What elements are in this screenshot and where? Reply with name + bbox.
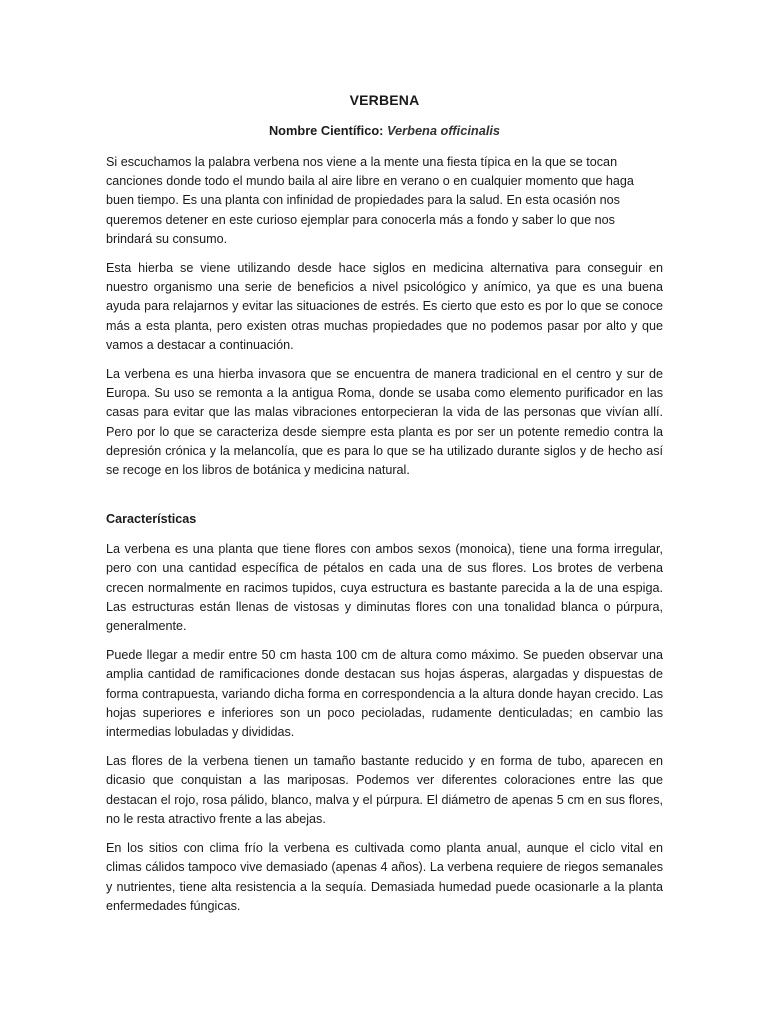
document-title: VERBENA — [349, 92, 420, 108]
scientific-name-value: Verbena officinalis — [386, 123, 501, 138]
intro-paragraph: Esta hierba se viene utilizando desde hace siglos en medicina alternativa para conseguir en nuestro organismo una serie de beneficios a nivel psicológico y anímico, ya que es una buena ayuda para relajarnos y evitar las situaciones de estrés. Es cierto que esto es por lo que se conoce más a esta planta, pero existen otras muchas propiedades que no podemos pasar por alto y que vamos a destacar a continuación. — [106, 261, 663, 352]
scientific-name-line — [106, 122, 663, 140]
intro-paragraph: La verbena es una hierba invasora que se encuentra de manera tradicional en el centro y sur de Europa. Su uso se remonta a la antigua Roma, donde se usaba como elemento purificador en las casas para evitar que las malas vibraciones entorpecieran la vida de las personas que vivían allí. Pero por lo que se caracteriza desde siempre esta planta es por ser un potente remedio contra la depresión crónica y la melancolía, que es para lo que se ha utilizado durante siglos y de hecho así se recoge en los libros de botánica y medicina natural. — [106, 367, 663, 478]
document-page — [106, 90, 663, 926]
section-heading-caracteristicas: Características — [106, 512, 197, 527]
section-paragraph: Puede llegar a medir entre 50 cm hasta 100 cm de altura como máximo. Se pueden observar una amplia cantidad de ramificaciones donde destacan sus hojas ásperas, alargadas y dispuestas de forma contrapuesta, variando dicha forma en correspondencia a la altura donde hayan crecido. Las hojas superiores e inferiores son un poco pecioladas, rudamente denticuladas; en cambio las intermedias lobuladas y divididas. — [106, 648, 663, 740]
section-paragraph: La verbena es una planta que tiene flores con ambos sexos (monoica), tiene una forma irregular, pero con una cantidad específica de pétalos en cada una de sus flores. Los brotes de verbena crecen normalmente en racimos tupidos, cuya estructura es bastante parecida a la de una espiga. Las estructuras están llenas de vistosas y diminutas flores con una tonalidad blanca o púrpura, generalmente. — [106, 542, 663, 634]
scientific-name-label: Nombre Científico: — [268, 123, 387, 138]
section-paragraph: En los sitios con clima frío la verbena es cultivada como planta anual, aunque el ciclo vital en climas cálidos tampoco vive demasiado (apenas 4 años). La verbena requiere de riegos semanales y nutrientes, tiene alta resistencia a la sequía. Demasiada humedad puede ocasionarle a la planta enfermedades fúngicas. — [106, 841, 663, 913]
section-paragraph: Las flores de la verbena tienen un tamaño bastante reducido y en forma de tubo, aparecen en dicasio que conquistan a las mariposas. Podemos ver diferentes coloraciones entre las que destacan el rojo, rosa pálido, blanco, malva y el púrpura. El diámetro de apenas 5 cm en sus flores, no le resta atractivo frente a las abejas. — [106, 754, 663, 826]
intro-paragraph: Si escuchamos la palabra verbena nos viene a la mente una fiesta típica en la que se tocan canciones donde todo el mundo baila al aire libre en verano o en cualquier momento que haga buen tiempo. Es una planta con infinidad de propiedades para la salud. En esta ocasión nos queremos detener en este curioso ejemplar para conocerla más a fondo y saber lo que nos brindará su consumo. — [106, 155, 634, 246]
